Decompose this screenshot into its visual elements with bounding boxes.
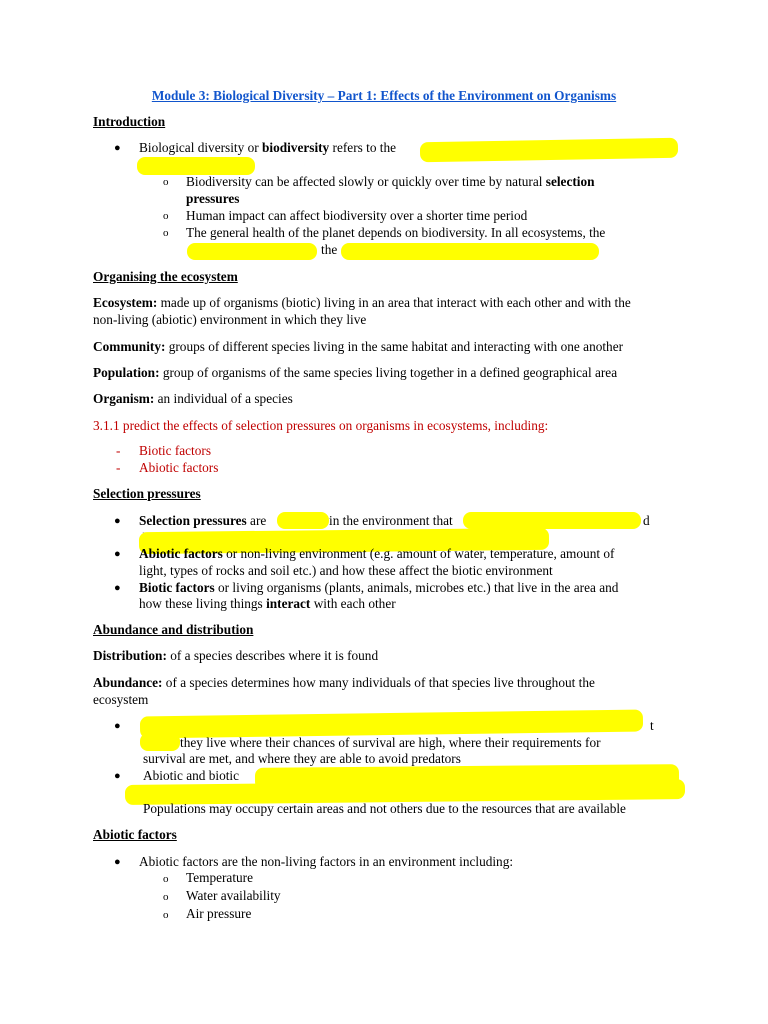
- outcome-item: Abiotic factors: [139, 460, 219, 475]
- circle-bullet-icon: o: [163, 873, 169, 885]
- selection-bullet-3: Biotic factors or living organisms (plants, animals, microbes etc.) that live in the area and: [139, 580, 619, 595]
- page-title: Module 3: Biological Diversity – Part 1: Effects of the Environment on Organisms: [151, 88, 617, 103]
- highlight-redaction: [420, 138, 678, 162]
- bullet-icon: ●: [114, 582, 121, 594]
- selection-bullet-1-mid: in the environment that: [329, 513, 453, 528]
- bullet-icon: ●: [114, 856, 121, 868]
- bullet-icon: ●: [114, 720, 121, 732]
- bullet-icon: ●: [114, 142, 121, 154]
- abundance-bullet-2-cont: Populations may occupy certain areas and not others due to the resources that are available: [143, 801, 626, 816]
- selection-bullet-3-cont: how these living things interact with each other: [139, 596, 396, 611]
- dash-bullet-icon: -: [116, 443, 121, 458]
- organism-definition: Organism: an individual of a species: [93, 391, 293, 406]
- abundance-definition-cont: ecosystem: [93, 692, 149, 707]
- organising-heading: Organising the ecosystem: [93, 269, 238, 284]
- intro-sub-2: Human impact can affect biodiversity over a shorter time period: [186, 208, 528, 223]
- intro-heading: Introduction: [93, 114, 166, 129]
- abiotic-item: Temperature: [186, 870, 253, 885]
- circle-bullet-icon: o: [163, 176, 169, 188]
- bullet-icon: ●: [114, 515, 121, 527]
- abundance-definition: Abundance: of a species determines how many individuals of that species live throughout the: [93, 675, 595, 690]
- highlight-redaction: [463, 512, 641, 529]
- distribution-definition: Distribution: of a species describes where it is found: [93, 648, 379, 663]
- selection-bullet-2: Abiotic factors or non-living environment (e.g. amount of water, temperature, amount of: [139, 546, 615, 561]
- abundance-heading: Abundance and distribution: [93, 622, 254, 637]
- dash-bullet-icon: -: [116, 460, 121, 475]
- abundance-bullet-1-cont: they live where their chances of survival are high, where their requirements for: [180, 735, 601, 750]
- intro-bullet-1: Biological diversity or biodiversity refers to the: [139, 140, 397, 155]
- abiotic-item: Water availability: [186, 888, 281, 903]
- abundance-bullet-2: Abiotic and biotic: [143, 768, 240, 783]
- circle-bullet-icon: o: [163, 909, 169, 921]
- intro-sub-3-cont: the: [321, 242, 338, 257]
- abiotic-item: Air pressure: [186, 906, 252, 921]
- highlight-redaction: [187, 243, 317, 260]
- selection-bullet-1-end: d: [643, 513, 650, 528]
- population-definition: Population: group of organisms of the same species living together in a defined geographical area: [93, 365, 618, 380]
- bullet-icon: ●: [114, 770, 121, 782]
- abundance-bullet-1-end: t: [650, 718, 654, 733]
- highlight-redaction: [140, 733, 180, 751]
- selection-bullet-1: Selection pressures are: [139, 513, 267, 528]
- learning-outcome: 3.1.1 predict the effects of selection pressures on organisms in ecosystems, including:: [93, 418, 549, 433]
- ecosystem-definition: Ecosystem: made up of organisms (biotic) living in an area that interact with each other and with the: [93, 295, 631, 310]
- circle-bullet-icon: o: [163, 227, 169, 239]
- selection-bullet-2-cont: light, types of rocks and soil etc.) and how these affect the biotic environment: [139, 563, 553, 578]
- abiotic-heading: Abiotic factors: [93, 827, 177, 842]
- community-definition: Community: groups of different species living in the same habitat and interacting with one another: [93, 339, 624, 354]
- abiotic-bullet-1: Abiotic factors are the non-living factors in an environment including:: [139, 854, 514, 869]
- highlight-redaction: [137, 157, 255, 175]
- intro-sub-1: Biodiversity can be affected slowly or quickly over time by natural selection: [186, 174, 595, 189]
- intro-sub-1-cont: pressures: [186, 191, 240, 206]
- intro-sub-3: The general health of the planet depends on biodiversity. In all ecosystems, the: [186, 225, 606, 240]
- outcome-item: Biotic factors: [139, 443, 212, 458]
- circle-bullet-icon: o: [163, 891, 169, 903]
- ecosystem-definition-cont: non-living (abiotic) environment in which they live: [93, 312, 367, 327]
- highlight-redaction: [277, 512, 329, 529]
- bullet-icon: ●: [114, 548, 121, 560]
- circle-bullet-icon: o: [163, 210, 169, 222]
- abundance-bullet-1-cont2: survival are met, and where they are able to avoid predators: [143, 751, 461, 766]
- highlight-redaction: [341, 243, 599, 260]
- selection-heading: Selection pressures: [93, 486, 201, 501]
